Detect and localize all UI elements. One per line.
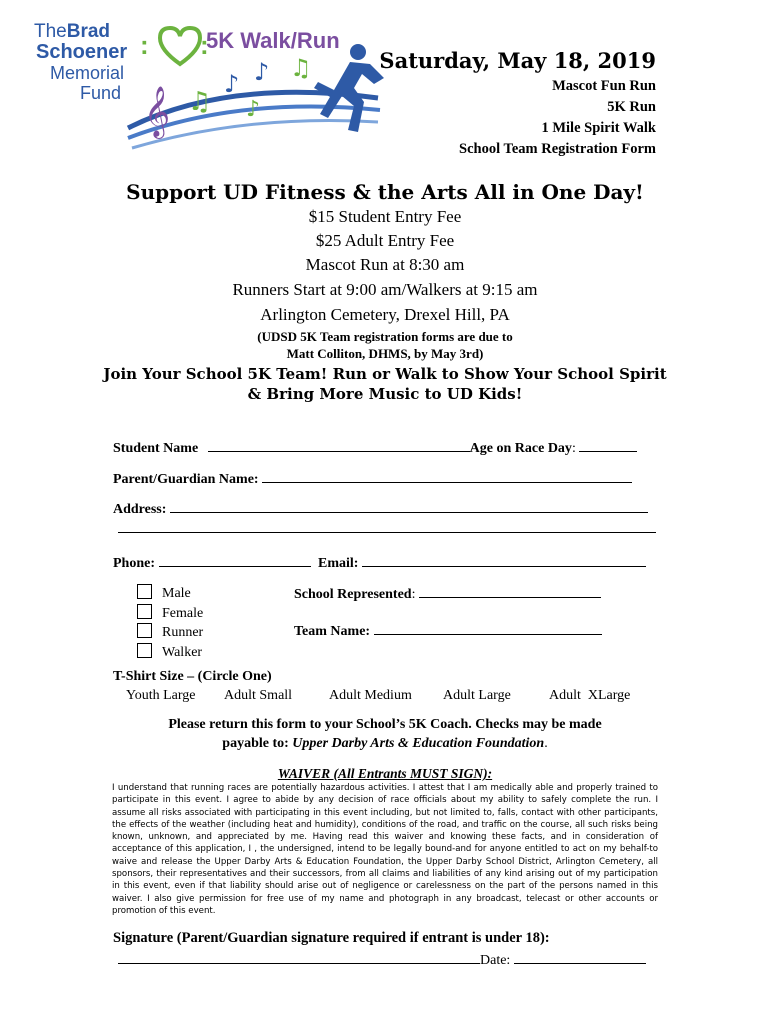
school-field[interactable]	[419, 584, 601, 598]
phone-email-row	[113, 553, 646, 572]
logo-brand-line2: Schoener	[36, 41, 128, 63]
checkbox-walker[interactable]	[137, 643, 203, 663]
school-colon: :	[411, 587, 416, 602]
music-note-icon: ♪	[224, 70, 240, 98]
checkbox-label: Male	[162, 586, 191, 601]
header-line-3: 1 Mile Spirit Walk	[541, 120, 656, 136]
checkbox-box[interactable]	[137, 623, 152, 638]
event-date: Saturday, May 18, 2019	[379, 48, 656, 73]
music-note-icon: ♫	[188, 87, 212, 117]
checkbox-female[interactable]	[137, 604, 203, 624]
logo-brand-line3: Memorial	[50, 63, 125, 83]
start-times: Runners Start at 9:00 am/Walkers at 9:15 am	[232, 280, 538, 299]
email-label: Email:	[318, 556, 359, 571]
header-line-1: Mascot Fun Run	[552, 78, 656, 94]
team-row	[294, 621, 602, 640]
email-field[interactable]	[362, 553, 646, 567]
parent-name-label: Parent/Guardian Name:	[113, 472, 259, 487]
signature-field[interactable]	[118, 950, 480, 964]
svg-text::: :	[140, 30, 149, 60]
promo-headline: Support UD Fitness & the Arts All in One Day!	[126, 180, 644, 204]
age-field[interactable]	[579, 438, 637, 452]
logo-brand-line4: Fund	[80, 83, 122, 103]
due-note-1: (UDSD 5K Team registration forms are due to	[257, 329, 513, 344]
event-logo	[28, 18, 388, 158]
music-note-icon: ♪	[254, 58, 270, 86]
waiver-title: WAIVER (All Entrants MUST SIGN):	[277, 766, 493, 781]
tshirt-adult-medium[interactable]: Adult Medium	[329, 688, 412, 703]
address-row	[113, 499, 648, 518]
runner-icon	[314, 44, 384, 132]
waiver-body: I understand that running races are potentially hazardous activities. I attest that I am medically able and properly trained to participate in this event. I agree to abide by any decision of race officials about my ability to safely complete the run. I assume all risks associated with participating in this event including, but not limited to, falls, contact with other participants, the effects of the weather (including heat and humidity), conditions of the road, and traffic on the course, all such risks being known, unknown, and appreciated by me. Having read this waiver and knowing these facts, and in consideration of acceptance of this application, I , the undersigned, intend to be legally bound-and for anyone entitled to act on my behalf-to waive and release the Upper Darby Arts & Education Foundation, the Upper Darby School District, Arlington Cemetery, all sponsors, their representatives and their successors, from all claims and liabilities of any kind arising out of my participation in this event, even if that liability should arise out of negligence or carelessness on the part of the persons named in this waiver. I also give permission for free use of my name and photograph in any broadcast, telecast or other accounts or promotion of this event.	[112, 783, 658, 916]
school-label: School Represented	[294, 587, 412, 602]
checkbox-male[interactable]	[137, 584, 203, 604]
signature-label: Signature (Parent/Guardian signature required if entrant is under 18):	[113, 930, 550, 946]
logo-graphic	[28, 18, 388, 158]
due-note-2: Matt Colliton, DHMS, by May 3rd)	[286, 346, 484, 361]
checkbox-label: Runner	[162, 625, 204, 640]
return-note-line2	[0, 736, 770, 752]
tshirt-adult-small[interactable]: Adult Small	[224, 688, 293, 703]
student-name-label: Student Name	[113, 441, 199, 456]
checkbox-label: Female	[162, 605, 204, 621]
age-label: Age on Race Day	[469, 441, 572, 456]
treble-clef-icon: 𝄞	[144, 86, 171, 137]
address-field[interactable]	[170, 499, 648, 513]
logo-brad: Brad	[66, 21, 111, 42]
music-note-icon: ♫	[290, 54, 312, 82]
logo-event-name: 5K Walk/Run	[206, 28, 340, 53]
payable-to-label: payable to:	[222, 736, 293, 751]
address-field-line-2[interactable]	[118, 518, 656, 533]
return-note-line1: Please return this form to your School’s 5K Coach. Checks may be made	[168, 717, 602, 732]
join-line-1: Join Your School 5K Team! Run or Walk to Show Your School Spirit	[103, 365, 667, 383]
mascot-run-time: Mascot Run at 8:30 am	[305, 255, 465, 274]
header-line-4: School Team Registration Form	[459, 141, 656, 157]
school-row	[294, 584, 601, 603]
checkbox-box[interactable]	[137, 584, 152, 599]
heart-icon	[140, 28, 209, 64]
date-label: Date:	[480, 953, 511, 968]
join-line-2: & Bring More Music to UD Kids!	[247, 385, 523, 403]
student-fee: $15 Student Entry Fee	[308, 207, 462, 226]
student-name-field[interactable]	[208, 438, 470, 452]
checkbox-box[interactable]	[137, 643, 152, 658]
tshirt-title: T-Shirt Size – (Circle One)	[113, 669, 272, 684]
checkbox-runner[interactable]	[137, 623, 203, 643]
category-checkboxes	[137, 584, 203, 662]
phone-field[interactable]	[159, 553, 311, 567]
parent-name-field[interactable]	[262, 469, 632, 483]
header-line-2: 5K Run	[607, 99, 656, 115]
payee-period: .	[544, 736, 548, 751]
parent-row	[113, 469, 632, 488]
phone-label: Phone:	[113, 556, 155, 571]
event-location: Arlington Cemetery, Drexel Hill, PA	[260, 305, 510, 324]
tshirt-adult-large[interactable]: Adult Large	[443, 688, 511, 703]
team-name-label: Team Name:	[294, 624, 371, 639]
music-note-icon: ♪	[246, 97, 261, 122]
tshirt-adult-xlarge[interactable]: Adult XLarge	[549, 688, 631, 703]
team-name-field[interactable]	[374, 621, 602, 635]
checkbox-label: Walker	[162, 644, 203, 660]
adult-fee: $25 Adult Entry Fee	[315, 231, 455, 250]
svg-text::: :	[200, 30, 209, 60]
date-field[interactable]	[514, 950, 646, 964]
address-label: Address:	[113, 502, 167, 517]
logo-the: The	[34, 21, 67, 42]
signature-row	[118, 950, 658, 969]
checkbox-box[interactable]	[137, 604, 152, 619]
tshirt-youth-large[interactable]: Youth Large	[126, 688, 196, 703]
student-name-row	[113, 438, 637, 457]
payee-name: Upper Darby Arts & Education Foundation	[292, 736, 545, 751]
age-colon: :	[571, 441, 576, 456]
